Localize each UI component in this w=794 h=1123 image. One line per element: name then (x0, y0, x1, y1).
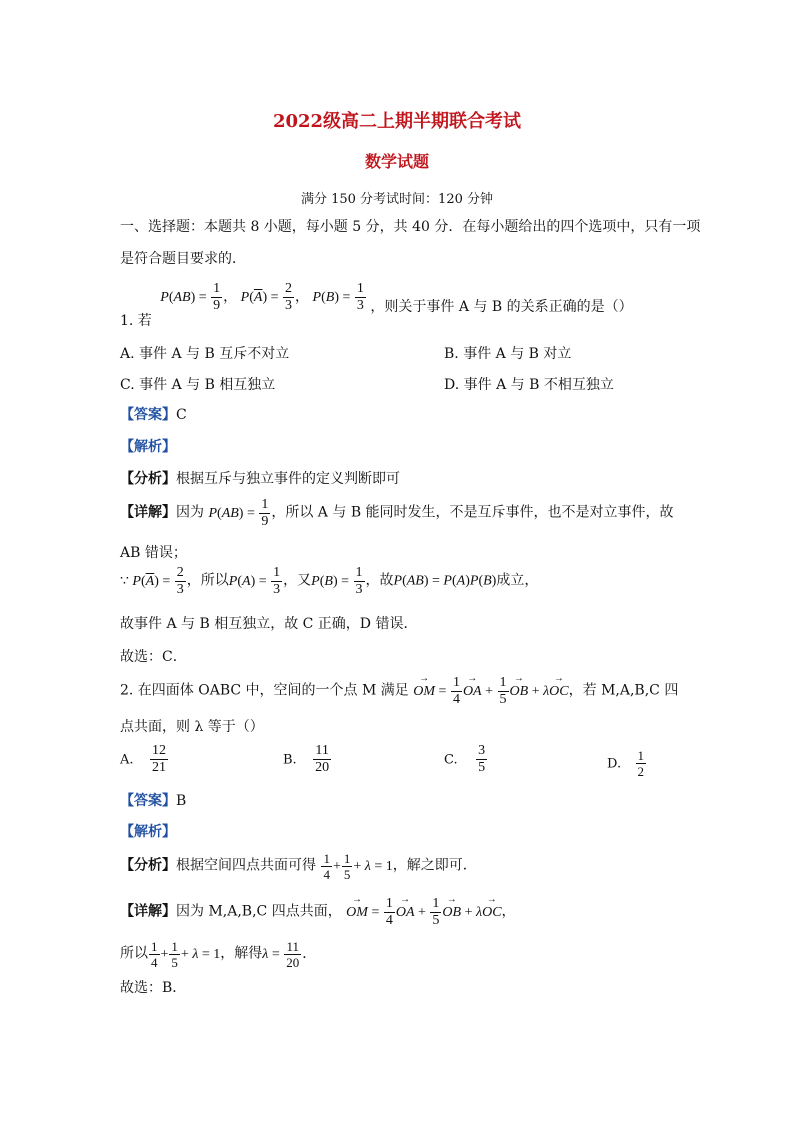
q1-detail-line2: AB 错误； (120, 545, 187, 561)
q1-stem (120, 281, 633, 329)
q1-fenxi (120, 468, 400, 488)
option-label: D. (607, 756, 622, 772)
xiangjie-label: 【详解】 (120, 903, 176, 920)
q1-jiexi: 【解析】 (120, 439, 176, 455)
text: ， (501, 903, 516, 920)
option-label: B. (283, 752, 297, 768)
exam-title: 2022级高二上期半期联合考试 (272, 111, 522, 132)
q2-jiexi: 【解析】 (120, 824, 176, 840)
numerator: 1 (637, 748, 645, 763)
q1-stem-tail: ，则关于事件 A 与 B 的关系正确的是（） (370, 298, 633, 315)
q2-detail: 【详解】因为 M,A,B,C 四点共面， → OM = $\frac{1}{4}$ → OA + $\frac{1}{5}$ → OB + λ→ OC， (120, 897, 516, 928)
option-label: C. (444, 752, 458, 768)
text: ，所以 (186, 572, 229, 589)
q2-option-c (444, 744, 488, 775)
exam-info: 满分 150 分考试时间：120 分钟 (300, 192, 494, 207)
text: 因为 M,A,B,C 四点共面， (176, 903, 342, 920)
q2-answer (120, 790, 186, 810)
q2-option-d (607, 749, 647, 778)
fenxi-text: 根据互斥与独立事件的定义判断即可 (176, 471, 400, 487)
exam-subtitle: 数学试题 (364, 152, 429, 171)
q1-number: 1. 若 (120, 312, 152, 329)
denominator: 20 (315, 760, 330, 775)
text: ，若 M,A,B,C 四 (568, 682, 679, 699)
text: ，又 (283, 572, 312, 589)
q1-conclusion: 故选：C． (120, 649, 187, 665)
answer-label: 【答案】 (120, 793, 176, 809)
q2-option-b (283, 744, 332, 775)
q1-detail-line1: 【详解】因为 P(AB) = $\frac{1}{9}$ ，所以 A 与 B 能同时发生，不是互斥事件，也不是对立事件，故 (120, 497, 674, 529)
denominator: 5 (478, 760, 486, 775)
option-label: A. (120, 752, 134, 768)
text: 所以 (120, 945, 148, 962)
xiangjie-label: 【详解】 (120, 504, 176, 521)
section-instruction-line2: 是符合题目要求的． (120, 251, 246, 267)
text: ，解得 (220, 945, 263, 962)
q1-formula: P(AB) = $\frac{1}{9}$ ， $P(\overline{A})$ = $\frac{2}{3}$ ， P(B) = $\frac{1}{3}$ (160, 281, 364, 313)
text: 因为 (176, 504, 204, 521)
text: ，所以 A 与 B 能同时发生，不是互斥事件，也不是对立事件，故 (271, 504, 674, 521)
numerator: 3 (478, 743, 486, 758)
fenxi-label: 【分析】 (120, 471, 176, 487)
text: 成立， (496, 572, 539, 589)
answer-value: C (176, 407, 187, 423)
text: ，故 (365, 572, 394, 589)
numerator: 11 (313, 744, 331, 760)
numerator: 12 (151, 743, 166, 758)
q2-solve: 所以 $\frac{1}{4}$ + $\frac{1}{5}$ + λ = 1，解得λ = $\frac{11}{20}$ ． (120, 939, 317, 970)
q2-vector-equation: → OM = $\frac{1}{4}$ → OA + $\frac{1}{5}$ → OB + λ→ OC (413, 684, 568, 699)
denominator: 21 (151, 760, 166, 775)
denominator: 2 (637, 764, 645, 779)
q1-option-b: B. 事件 A 与 B 对立 (444, 346, 572, 362)
q2-stem-line2: 点共面，则 λ 等于（） (120, 719, 264, 735)
text: ，解之即可． (392, 857, 477, 874)
q1-detail-line4: 故事件 A 与 B 相互独立，故 C 正确，D 错误． (120, 616, 418, 632)
q2-stem-line1 (120, 676, 678, 707)
fenxi-label: 【分析】 (120, 857, 176, 874)
q2-fenxi: 【分析】根据空间四点共面可得 $\frac{1}{4}$ + $\frac{1}{5}$ + λ = 1，解之即可． (120, 851, 477, 882)
q2-conclusion: 故选：B． (120, 980, 187, 996)
answer-value: B (176, 793, 187, 809)
section-instruction-line1: 一、选择题：本题共 8 小题，每小题 5 分，共 40 分．在每小题给出的四个选项中，只有一项 (120, 219, 701, 235)
q1-detail-line3: ∵ $P(\overline{A})$ = $\frac{2}{3}$ ，所以P(A) = $\frac{1}{3}$ ，又P(B) = $\frac{1}{3}$ ，故P(AB) = P(A)P(B)成立， (120, 565, 539, 597)
text: 2. 在四面体 OABC 中，空间的一个点 M 满足 (120, 682, 409, 699)
answer-label: 【答案】 (120, 407, 176, 423)
q1-answer (120, 404, 187, 424)
q1-option-a: A. 事件 A 与 B 互斥不对立 (120, 346, 290, 362)
text: 根据空间四点共面可得 (176, 857, 316, 874)
q1-option-d: D. 事件 A 与 B 不相互独立 (444, 377, 614, 393)
q1-option-c: C. 事件 A 与 B 相互独立 (120, 377, 276, 393)
q2-option-a (120, 744, 169, 775)
